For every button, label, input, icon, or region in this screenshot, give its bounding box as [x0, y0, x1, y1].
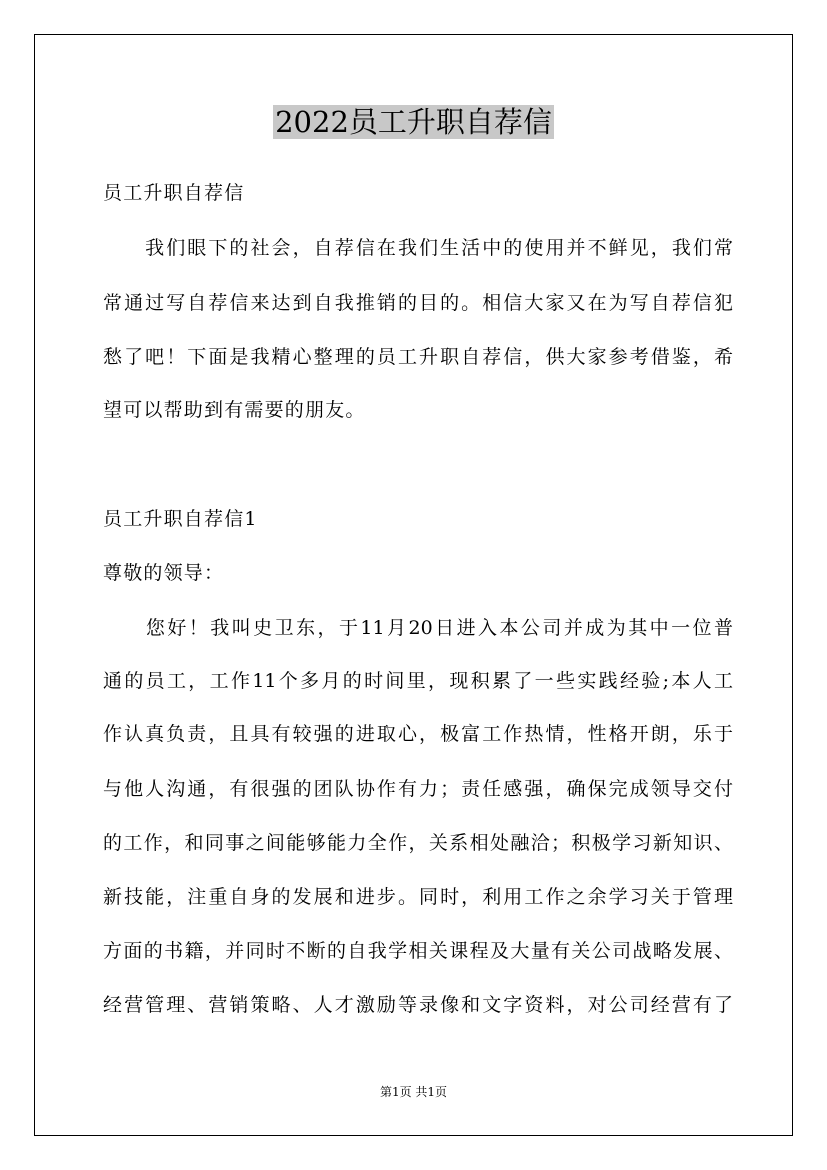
- paragraph-line: 愁了吧！下面是我精心整理的员工升职自荐信，供大家参考借鉴，希: [103, 346, 733, 368]
- section-heading: 员工升职自荐信1: [103, 508, 258, 530]
- paragraph-line: 与他人沟通，有很强的团队协作有力；责任感强，确保完成领导交付: [103, 778, 733, 800]
- paragraph-line: 作认真负责，且具有较强的进取心，极富工作热情，性格开朗，乐于: [103, 723, 733, 745]
- paragraph-line: 通的员工，工作11个多月的时间里，现积累了一些实践经验;本人工: [103, 670, 733, 692]
- salutation: 尊敬的领导：: [103, 562, 225, 584]
- title-text: 2022员工升职自荐信: [275, 105, 552, 139]
- paragraph-line: 方面的书籍，并同时不断的自我学相关课程及大量有关公司战略发展、: [103, 940, 733, 962]
- paragraph-line: 望可以帮助到有需要的朋友。: [103, 399, 366, 421]
- document-title: [0, 102, 827, 142]
- section-heading: 员工升职自荐信: [103, 182, 245, 204]
- paragraph-line: 的工作，和同事之间能够能力全作，关系相处融洽；积极学习新知识、: [103, 832, 733, 854]
- paragraph-line: 常通过写自荐信来达到自我推销的目的。相信大家又在为写自荐信犯: [103, 292, 733, 314]
- paragraph-line: 经营管理、营销策略、人才激励等录像和文字资料，对公司经营有了: [103, 994, 733, 1016]
- paragraph-line: 我们眼下的社会，自荐信在我们生活中的使用并不鲜见，我们常: [103, 237, 733, 259]
- paragraph-line: 您好！我叫史卫东，于11月20日进入本公司并成为其中一位普: [103, 617, 733, 639]
- page-footer: 第1页 共1页: [379, 1085, 448, 1099]
- paragraph-line: 新技能，注重自身的发展和进步。同时，利用工作之余学习关于管理: [103, 886, 733, 908]
